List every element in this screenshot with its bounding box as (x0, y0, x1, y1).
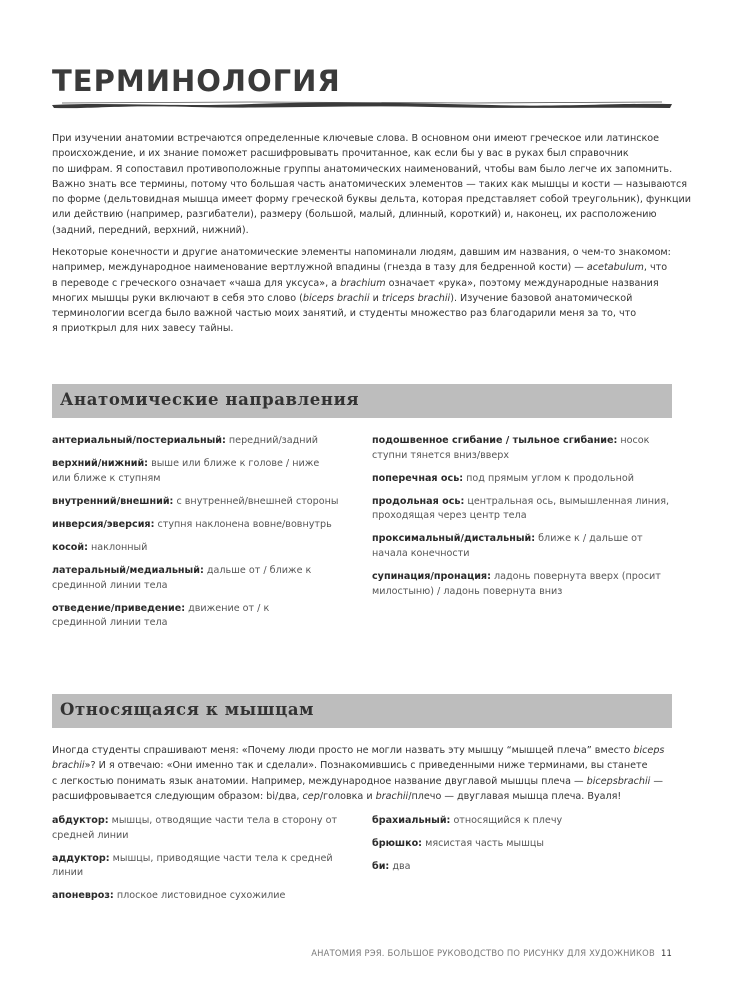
term-definition: два (389, 861, 411, 873)
brush-stroke-divider (52, 100, 672, 110)
text-line: Важно знать все термины, потому что большая часть анатомических элементов — таких как мышцы и кости — называются (52, 178, 688, 190)
term-name: супинация/пронация: (372, 571, 491, 583)
text-line: терминологии всегда было важной частью моих занятий, и студенты множество раз благодарили меня за то, что (52, 308, 637, 320)
term-name: аддуктор: (52, 852, 110, 864)
intro-paragraph-2 (52, 245, 692, 337)
term-item (372, 434, 672, 463)
latin-term: triceps brachii (381, 292, 451, 304)
term-definition: ладонь повернута вверх (просит милостыню) / ладонь повернута вниз (372, 571, 661, 597)
term-definition: мышцы, приводящие части тела к средней линии (52, 852, 333, 879)
term-name: подошвенное сгибание / тыльное сгибание: (372, 435, 618, 446)
section-title: Анатомические направления (60, 390, 360, 409)
text-span: означает «рука», поэтому международные названия (385, 277, 659, 289)
text-span: ). Изучение базовой анатомической (450, 292, 633, 304)
latin-term: biceps (633, 745, 665, 756)
term-item (52, 541, 362, 556)
term-definition: ближе к / дальше от начала конечности (372, 533, 643, 560)
latin-term: biceps brachii (302, 292, 370, 304)
term-name: отведение/приведение: (52, 602, 186, 614)
text-span: /головка и (319, 790, 376, 802)
term-definition: мышцы, отводящие части тела в сторону от средней линии (52, 815, 338, 841)
text-span: например, международное наименование вертлужной впадины (гнезда в тазу для бедренной кости) — (52, 262, 587, 274)
text-line (52, 276, 692, 291)
text-line (52, 774, 692, 789)
term-name: антериальный/постериальный: (52, 435, 226, 446)
text-line: или действию (например, разгибатели), размеру (большой, малый, длинный, короткий) и, наконец, их расположению (52, 209, 657, 221)
text-span: и (369, 292, 382, 304)
term-definition: передний/задний (225, 435, 319, 446)
term-name: инверсия/эверсия: (52, 518, 155, 530)
term-item (372, 837, 672, 852)
latin-term: brachii (52, 760, 85, 772)
term-definition: мясистая часть мышцы (422, 838, 544, 850)
term-item (52, 518, 362, 533)
muscles-right-column (372, 814, 672, 883)
latin-term: brachium (340, 277, 386, 289)
directions-left-column (52, 434, 362, 639)
term-definition: носок ступни тянется вниз/вверх (372, 435, 650, 461)
text-line: по шифрам. Я сопоставил противоположные группы анатомических наименований, чтобы вам было легче их запомнить. (52, 163, 673, 175)
text-span: Иногда студенты спрашивают меня: «Почему люди просто не могли назвать эту мышцу “мышцей плеча” вместо (52, 745, 634, 756)
term-item (52, 852, 342, 881)
term-definition: наклонный (87, 541, 148, 553)
term-definition: плоское листовидное сухожилие (113, 890, 286, 902)
page-footer (52, 948, 672, 958)
footer-book-title: АНАТОМИЯ РЭЯ. БОЛЬШОЕ РУКОВОДСТВО ПО РИСУНКУ ДЛЯ ХУДОЖНИКОВ (311, 948, 655, 958)
latin-term: cep (302, 790, 320, 802)
term-item (52, 495, 362, 510)
text-span: расшифровывается следующим образом: bi/два, (52, 790, 303, 802)
term-name: внутренний/внешний: (52, 495, 174, 507)
term-item (372, 814, 672, 829)
term-definition: относящийся к плечу (450, 815, 563, 826)
term-item (52, 889, 342, 904)
latin-term: bicepsbrachii (586, 775, 651, 787)
latin-term: acetabulum (586, 262, 644, 274)
term-name: проксимальный/дистальный: (372, 533, 536, 545)
text-span: »? И я отвечаю: «Они именно так и сделали». Познакомившись с приведенными ниже терминами, вы станете (84, 760, 648, 772)
term-definition: выше или ближе к голове / ниже или ближе к ступням (52, 458, 320, 484)
term-name: продольная ось: (372, 495, 465, 507)
term-name: латеральный/медиальный: (52, 565, 204, 577)
text-line (52, 758, 692, 773)
section-header-muscles (52, 694, 672, 728)
text-span: с легкостью понимать язык анатомии. Например, международное название двуглавой мышцы плеча — (52, 775, 587, 787)
term-name: косой: (52, 541, 88, 553)
latin-term: brachii (375, 790, 409, 802)
page-title: ТЕРМИНОЛОГИЯ (52, 64, 341, 98)
term-definition: дальше от / ближе к срединной линии тела (52, 565, 312, 591)
section-header-directions (52, 384, 672, 418)
text-line (52, 260, 692, 275)
text-line (52, 743, 692, 758)
term-item (52, 434, 362, 449)
term-name: брюшко: (372, 838, 423, 850)
term-item (52, 602, 322, 631)
term-item (372, 495, 672, 524)
term-name: би: (372, 861, 390, 873)
directions-right-column (372, 434, 672, 608)
text-span: — (650, 775, 663, 787)
text-line: по форме (дельтовидная мышца имеет форму греческой буквы дельта, которая представляет собой треугольник), функции (52, 194, 691, 206)
muscles-left-column (52, 814, 342, 912)
term-definition: центральная ось, вымышленная линия, проходящая через центр тела (372, 495, 670, 522)
text-span: /плечо — двуглавая мышца плеча. Вуаля! (408, 790, 622, 802)
text-span: , что (643, 262, 668, 274)
term-item (372, 860, 672, 875)
text-line: Некоторые конечности и другие анатомические элементы напоминали людям, давшим им названия, о чем-то знакомом: (52, 247, 671, 258)
term-item (372, 570, 672, 599)
page-number: 11 (660, 948, 672, 958)
term-name: апоневроз: (52, 890, 114, 902)
term-definition: движение от / к срединной линии тела (52, 602, 270, 629)
term-item (372, 532, 672, 561)
text-span: многих мышцы руки включают в себя это слово ( (52, 292, 303, 304)
term-definition: ступня наклонена вовне/вовнутрь (154, 518, 332, 530)
term-name: брахиальный: (372, 815, 451, 826)
text-line (52, 291, 692, 306)
text-line: происхождение, и их знание поможет расшифровывать прочитанное, как если бы у вас в руках был справочник (52, 148, 629, 160)
term-item (52, 457, 322, 486)
term-item (52, 814, 342, 843)
muscles-intro-paragraph (52, 743, 692, 804)
intro-paragraph-1 (52, 131, 692, 238)
text-line: При изучении анатомии встречаются определенные ключевые слова. В основном они имеют греческое или латинское (52, 133, 660, 144)
text-line (52, 789, 692, 804)
term-item (52, 564, 362, 593)
text-span: в переводе с греческого означает «чаша для уксуса», а (52, 277, 341, 289)
term-item (372, 472, 672, 487)
term-name: поперечная ось: (372, 472, 464, 484)
term-definition: под прямым углом к продольной (463, 472, 634, 484)
text-line: я приоткрыл для них завесу тайны. (52, 323, 234, 335)
term-name: абдуктор: (52, 815, 109, 826)
text-line: (задний, передний, верхний, нижний). (52, 224, 249, 236)
term-name: верхний/нижний: (52, 458, 149, 470)
term-definition: с внутренней/внешней стороны (173, 495, 339, 507)
section-title: Относящаяся к мышцам (60, 700, 315, 719)
